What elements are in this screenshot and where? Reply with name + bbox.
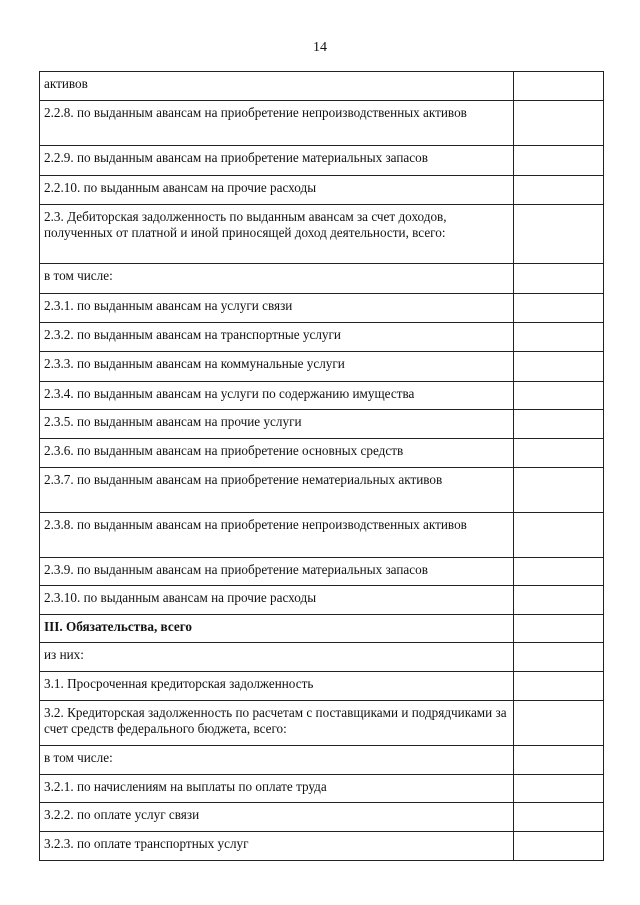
row-value-cell <box>514 701 604 746</box>
table-row <box>40 615 604 643</box>
row-label: 2.2.9. по выданным авансам на приобретение материальных запасов <box>40 146 514 176</box>
row-value-cell <box>514 101 604 146</box>
row-value-cell <box>514 746 604 775</box>
row-label: 2.3.1. по выданным авансам на услуги связи <box>40 294 514 323</box>
row-value-cell <box>514 615 604 643</box>
row-label: 3.2.1. по начислениям на выплаты по оплате труда <box>40 775 514 803</box>
row-value-cell <box>514 146 604 176</box>
row-label: в том числе: <box>40 264 514 294</box>
row-value-cell <box>514 586 604 615</box>
row-value-cell <box>514 439 604 468</box>
row-value-cell <box>514 323 604 352</box>
row-value-cell <box>514 176 604 205</box>
table-row <box>40 101 604 146</box>
row-label: 3.2. Кредиторская задолженность по расчетам с поставщиками и подрядчиками за счет средств федерального бюджета, всего: <box>40 701 514 746</box>
table-row <box>40 72 604 101</box>
row-label: активов <box>40 72 514 101</box>
report-table <box>39 71 604 861</box>
table-row <box>40 803 604 832</box>
row-label: 2.2.8. по выданным авансам на приобретение непроизводственных активов <box>40 101 514 146</box>
table-row <box>40 352 604 382</box>
row-value-cell <box>514 468 604 513</box>
row-label: 2.3.3. по выданным авансам на коммунальные услуги <box>40 352 514 382</box>
row-value-cell <box>514 643 604 672</box>
table-row <box>40 264 604 294</box>
row-value-cell <box>514 205 604 264</box>
row-label: III. Обязательства, всего <box>40 615 514 643</box>
row-label: 2.2.10. по выданным авансам на прочие расходы <box>40 176 514 205</box>
row-value-cell <box>514 513 604 558</box>
row-label: 2.3.8. по выданным авансам на приобретение непроизводственных активов <box>40 513 514 558</box>
row-label: 2.3.4. по выданным авансам на услуги по содержанию имущества <box>40 382 514 410</box>
table-row <box>40 205 604 264</box>
row-label: 2.3. Дебиторская задолженность по выданным авансам за счет доходов, полученных от платной и иной приносящей доход деятельности, всего: <box>40 205 514 264</box>
table-row <box>40 146 604 176</box>
table-row <box>40 513 604 558</box>
row-value-cell <box>514 803 604 832</box>
row-label: 2.3.6. по выданным авансам на приобретение основных средств <box>40 439 514 468</box>
table-row <box>40 468 604 513</box>
row-label: 2.3.10. по выданным авансам на прочие расходы <box>40 586 514 615</box>
row-label: из них: <box>40 643 514 672</box>
row-label: 3.2.3. по оплате транспортных услуг <box>40 832 514 861</box>
table-row <box>40 439 604 468</box>
row-value-cell <box>514 672 604 701</box>
row-label: 2.3.2. по выданным авансам на транспортные услуги <box>40 323 514 352</box>
row-value-cell <box>514 410 604 439</box>
table-row <box>40 410 604 439</box>
table-row <box>40 294 604 323</box>
table-row <box>40 775 604 803</box>
table-row <box>40 643 604 672</box>
table-row <box>40 586 604 615</box>
row-label: 2.3.5. по выданным авансам на прочие услуги <box>40 410 514 439</box>
report-table-body <box>40 72 604 861</box>
table-row <box>40 176 604 205</box>
row-label: 3.2.2. по оплате услуг связи <box>40 803 514 832</box>
table-row <box>40 558 604 586</box>
row-value-cell <box>514 294 604 323</box>
row-value-cell <box>514 72 604 101</box>
table-row <box>40 832 604 861</box>
table-row <box>40 382 604 410</box>
row-value-cell <box>514 775 604 803</box>
row-value-cell <box>514 832 604 861</box>
table-row <box>40 746 604 775</box>
table-row <box>40 672 604 701</box>
row-value-cell <box>514 382 604 410</box>
table-row <box>40 701 604 746</box>
row-label: 2.3.9. по выданным авансам на приобретение материальных запасов <box>40 558 514 586</box>
row-label: 3.1. Просроченная кредиторская задолженность <box>40 672 514 701</box>
row-value-cell <box>514 558 604 586</box>
table-row <box>40 323 604 352</box>
row-label: в том числе: <box>40 746 514 775</box>
row-label: 2.3.7. по выданным авансам на приобретение нематериальных активов <box>40 468 514 513</box>
page-number: 14 <box>313 40 327 55</box>
row-value-cell <box>514 352 604 382</box>
row-value-cell <box>514 264 604 294</box>
